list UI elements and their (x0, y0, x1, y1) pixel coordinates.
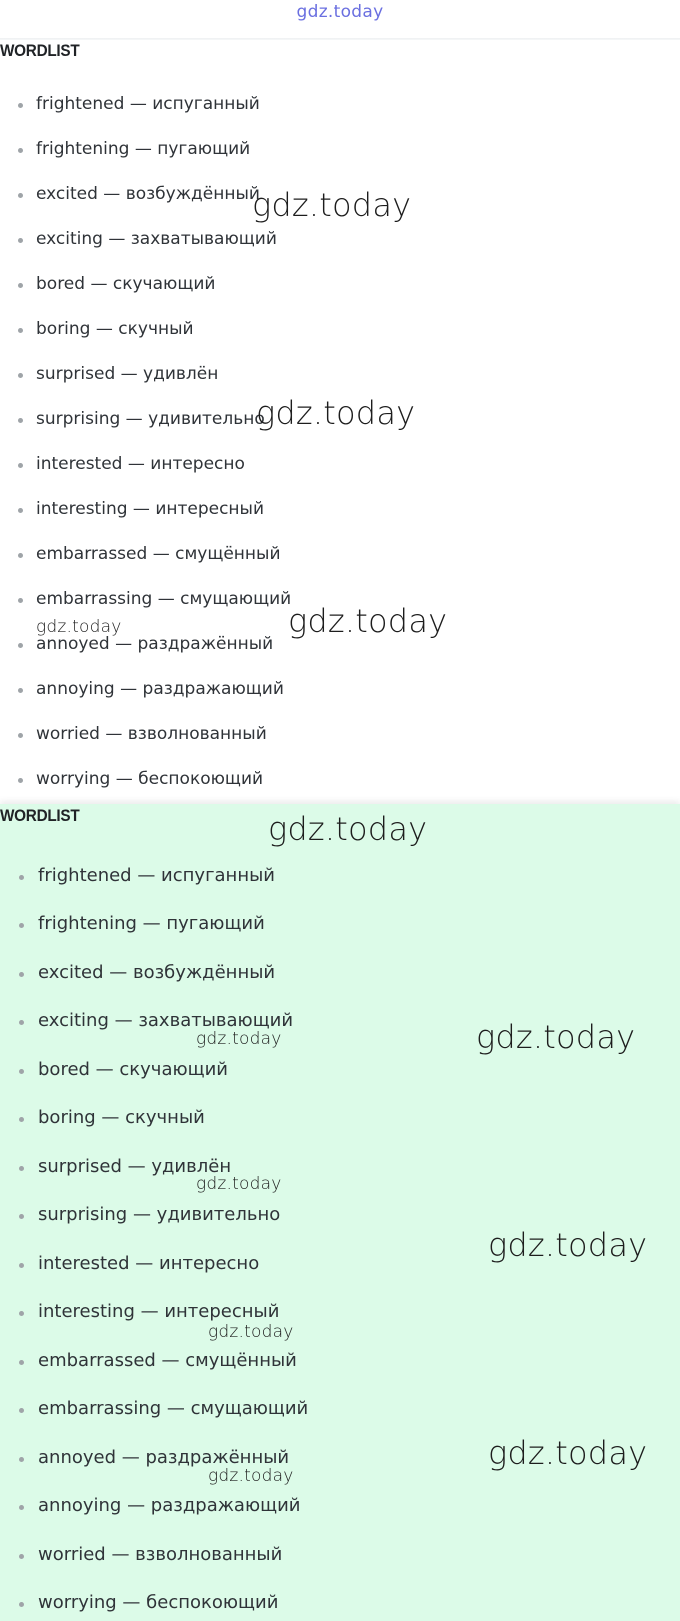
watermark: gdz.today (288, 602, 448, 640)
word-entry: frightened — испуганный (36, 94, 260, 114)
watermark: gdz.today (488, 1434, 648, 1472)
watermark: gdz.today (256, 394, 416, 432)
word-entry: frightening — пугающий (36, 139, 251, 159)
word-entry: frightening — пугающий (38, 913, 265, 934)
word-entry: interesting — интересный (38, 1301, 280, 1322)
word-entry: exciting — захватывающий (36, 229, 277, 249)
site-logo[interactable]: gdz.today (296, 2, 384, 22)
word-entry: annoyed — раздражённый (36, 634, 274, 654)
word-entry: frightened — испуганный (38, 865, 276, 886)
word-entry: annoying — раздражающий (38, 1495, 301, 1516)
section-heading: WORDLIST (0, 41, 80, 60)
watermark: gdz.today (252, 186, 412, 224)
word-entry: boring — скучный (36, 319, 194, 339)
word-entry: embarrassed — смущённый (38, 1350, 297, 1371)
word-entry: worried — взволнованный (36, 724, 267, 744)
word-entry: bored — скучающий (38, 1059, 228, 1080)
word-entry: boring — скучный (38, 1107, 205, 1128)
word-entry: interested — интересно (38, 1253, 260, 1274)
section-heading: WORDLIST (0, 806, 80, 825)
watermark: gdz.today (208, 1466, 294, 1486)
word-entry: worried — взволнованный (38, 1544, 283, 1565)
watermark: gdz.today (208, 1322, 294, 1342)
word-entry: exciting — захватывающий (38, 1010, 294, 1031)
word-entry: interested — интересно (36, 454, 245, 474)
watermark: gdz.today (196, 1174, 282, 1194)
word-entry: annoying — раздражающий (36, 679, 284, 699)
word-entry: interesting — интересный (36, 499, 265, 519)
word-entry: surprised — удивлён (36, 364, 219, 384)
word-entry: bored — скучающий (36, 274, 216, 294)
word-entry: worrying — беспокоющий (36, 769, 264, 789)
word-entry: surprising — удивительно (36, 409, 265, 429)
watermark: gdz.today (476, 1018, 636, 1056)
word-entry: excited — возбуждённый (38, 962, 276, 983)
word-entry: excited — возбуждённый (36, 184, 260, 204)
word-entry: embarrassing — смущающий (36, 589, 292, 609)
word-entry: surprising — удивительно (38, 1204, 281, 1225)
word-entry: surprised — удивлён (38, 1156, 232, 1177)
watermark: gdz.today (268, 810, 428, 848)
watermark: gdz.today (196, 1029, 282, 1049)
watermark: gdz.today (36, 617, 122, 637)
watermark: gdz.today (488, 1226, 648, 1264)
word-entry: embarrassing — смущающий (38, 1398, 309, 1419)
word-entry: annoyed — раздражённый (38, 1447, 290, 1468)
word-entry: worrying — беспокоющий (38, 1592, 279, 1613)
word-entry: embarrassed — смущённый (36, 544, 281, 564)
wordlist-section-2 (0, 804, 680, 1621)
